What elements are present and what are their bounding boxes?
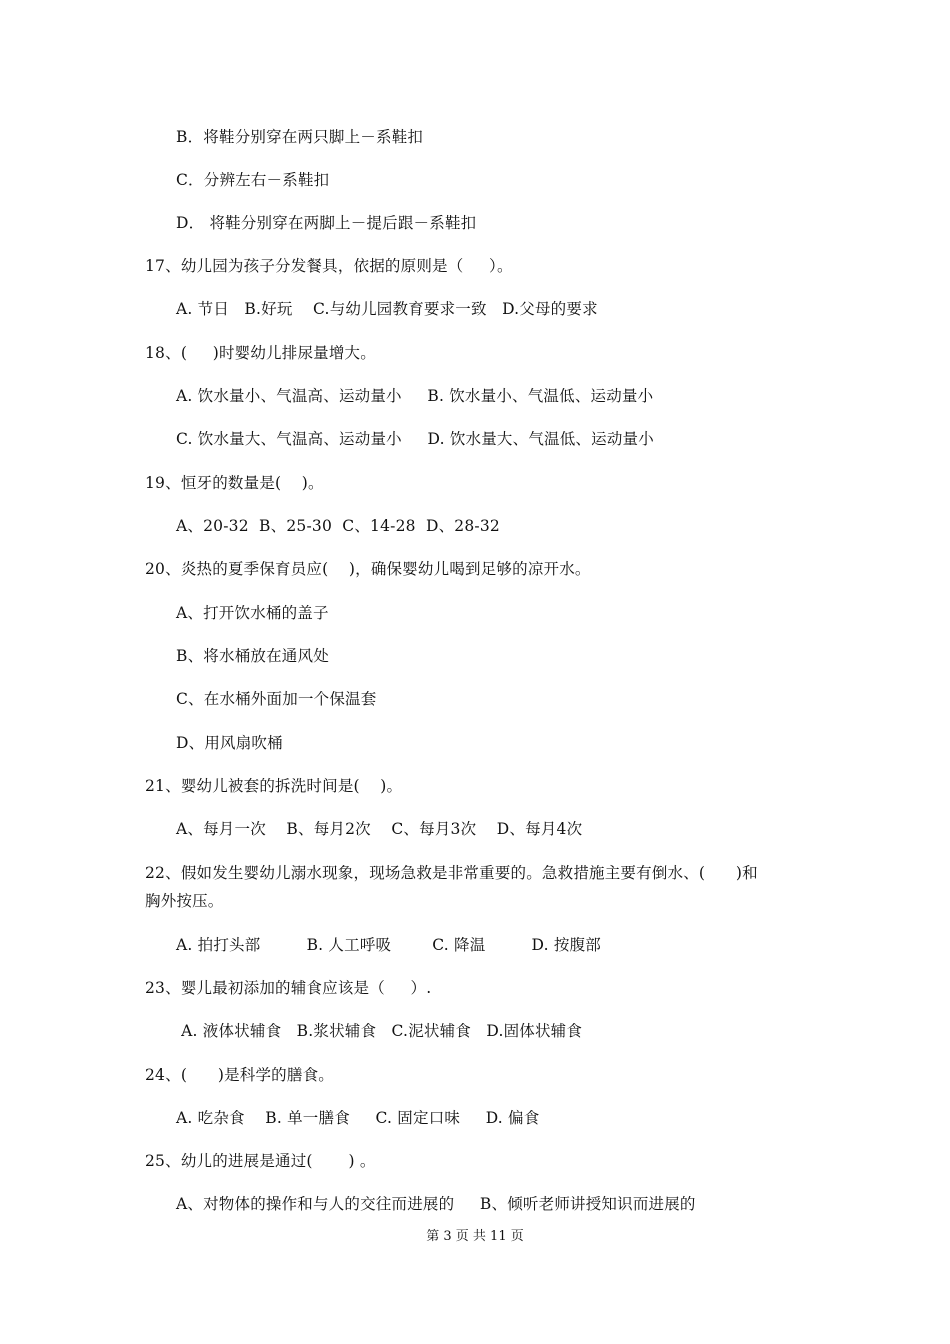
option-line: C. 饮水量大、气温高、运动量小 D. 饮水量大、气温低、运动量小 [176,430,654,448]
question-18: 18、( )时婴幼儿排尿量增大。 [145,344,376,362]
option-line: A. 节日 B.好玩 C.与幼儿园教育要求一致 D.父母的要求 [176,300,598,318]
option-line: A、打开饮水桶的盖子 [176,604,329,622]
option-line: A、20-32 B、25-30 C、14-28 D、28-32 [176,517,500,535]
question-19: 19、恒牙的数量是( )。 [145,474,324,492]
question-22-continued: 胸外按压。 [145,892,224,910]
option-line: C、在水桶外面加一个保温套 [176,690,377,708]
option-line: B、将水桶放在通风处 [176,647,329,665]
option-line: A、每月一次 B、每月2次 C、每月3次 D、每月4次 [176,820,583,838]
question-22: 22、假如发生婴幼儿溺水现象，现场急救是非常重要的。急救措施主要有倒水、( )和 [145,864,758,882]
question-20: 20、炎热的夏季保育员应( )，确保婴幼儿喝到足够的凉开水。 [145,560,591,578]
option-line: D、用风扇吹桶 [176,734,283,752]
option-line: B．将鞋分别穿在两只脚上－系鞋扣 [176,128,424,146]
option-line: A. 饮水量小、气温高、运动量小 B. 饮水量小、气温低、运动量小 [176,387,654,405]
option-line: C．分辨左右－系鞋扣 [176,171,330,189]
option-line: A、对物体的操作和与人的交往而进展的 B、倾听老师讲授知识而进展的 [176,1195,696,1213]
option-line: A. 液体状辅食 B.浆状辅食 C.泥状辅食 D.固体状辅食 [176,1022,583,1040]
question-21: 21、婴幼儿被套的拆洗时间是( )。 [145,777,403,795]
option-line: D． 将鞋分别穿在两脚上－提后跟－系鞋扣 [176,214,477,232]
question-23: 23、婴儿最初添加的辅食应该是（ ）. [145,979,432,997]
option-line: A. 吃杂食 B. 单一膳食 C. 固定口味 D. 偏食 [176,1109,540,1127]
question-25: 25、幼儿的进展是通过( ) 。 [145,1152,376,1170]
question-17: 17、幼儿园为孩子分发餐具，依据的原则是（ ）。 [145,257,513,275]
page-footer: 第 3 页 共 11 页 [426,1229,524,1244]
question-24: 24、( )是科学的膳食。 [145,1066,334,1084]
option-line: A. 拍打头部 B. 人工呼吸 C. 降温 D. 按腹部 [176,936,601,954]
